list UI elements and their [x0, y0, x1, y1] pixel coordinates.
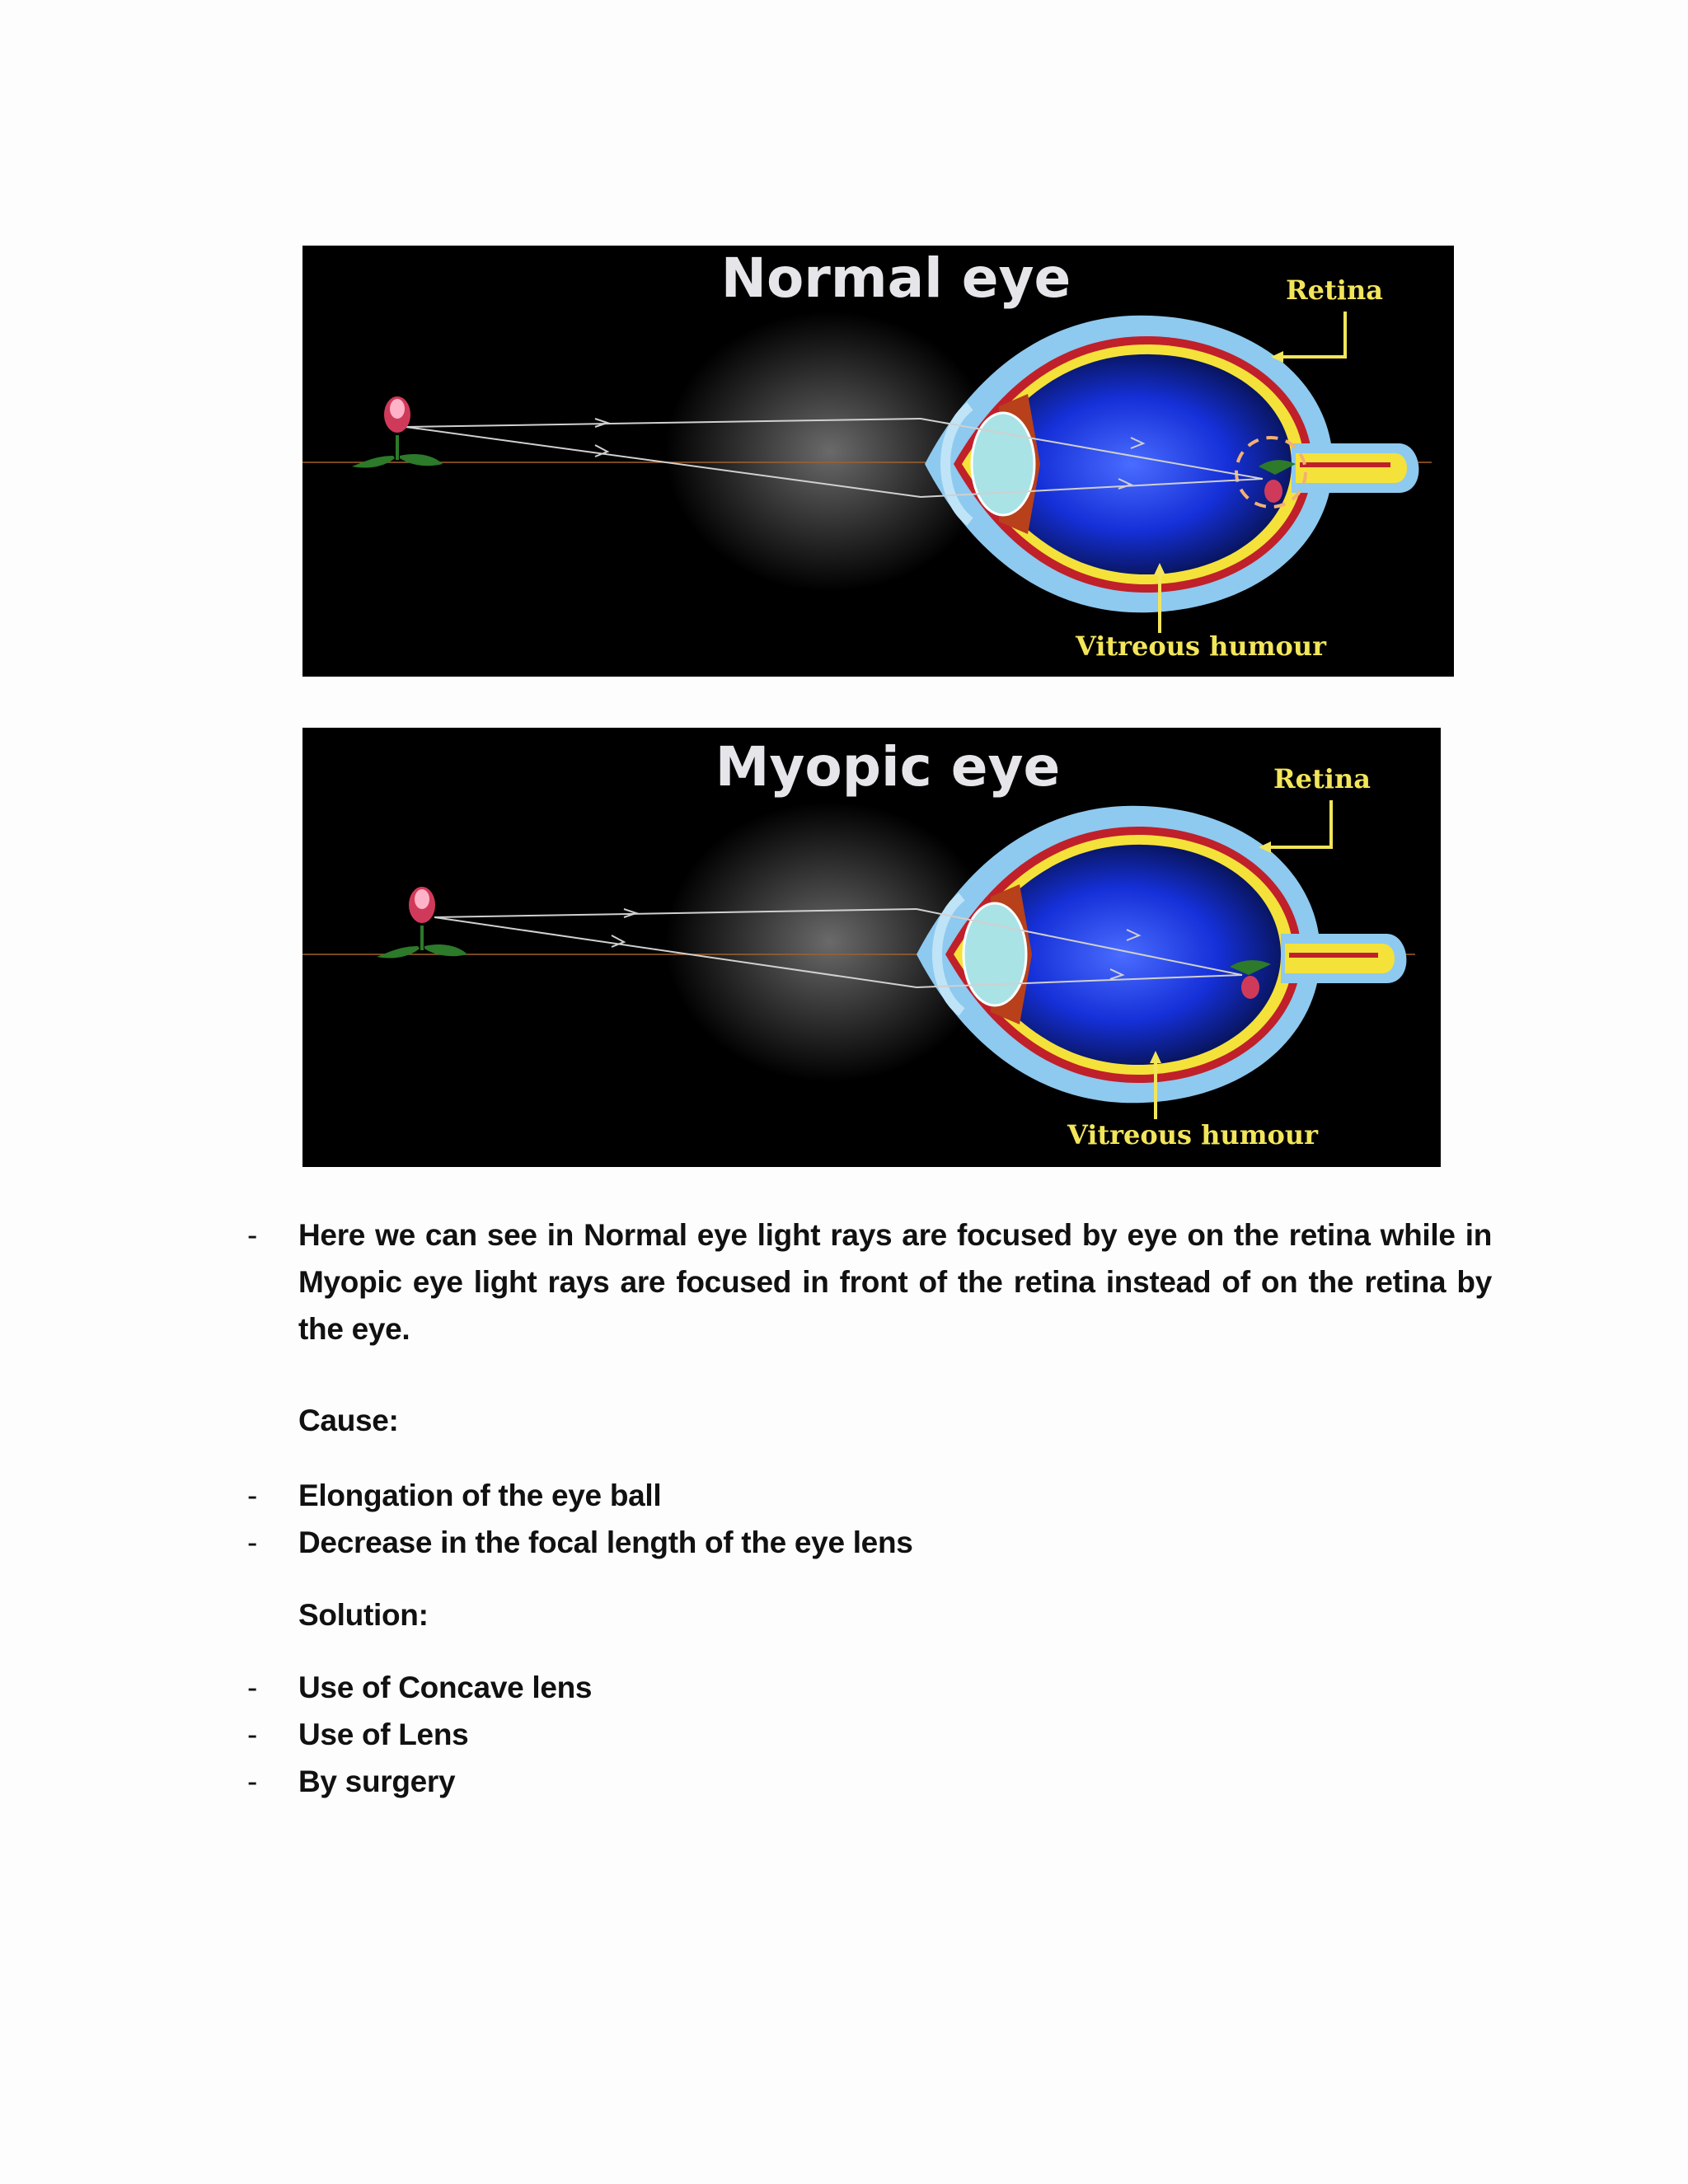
- eyeball: [917, 806, 1406, 1104]
- cause-item: Elongation of the eye ball: [298, 1479, 662, 1512]
- normal-eye-diagram: [302, 246, 1454, 677]
- vitreous-humour-label: Vitreous humour: [1067, 1119, 1319, 1151]
- eyeball: [925, 316, 1418, 613]
- vitreous-humour-label: Vitreous humour: [1075, 630, 1327, 662]
- intro-paragraph: Here we can see in Normal eye light rays are focused by eye on the retina while in Myopic eye light rays are focused in front of the retina instead of on the retina by the eye.: [298, 1218, 1492, 1346]
- bullet-dash: -: [247, 1526, 258, 1559]
- retina-label: Retina: [1286, 274, 1383, 306]
- list-item: [247, 1664, 1492, 1711]
- flower-object-icon: [377, 887, 467, 958]
- cause-item: Decrease in the focal length of the eye lens: [298, 1526, 913, 1559]
- retina-label: Retina: [1273, 763, 1371, 794]
- explanation-text: [247, 1212, 1492, 1805]
- bullet-dash: -: [247, 1718, 258, 1751]
- solution-item: By surgery: [298, 1765, 456, 1798]
- myopic-eye-figure: [302, 728, 1441, 1167]
- list-item: [247, 1472, 1492, 1519]
- intro-item: [247, 1212, 1492, 1352]
- bullet-dash: -: [247, 1479, 258, 1512]
- cause-heading: Cause:: [298, 1404, 399, 1437]
- solution-heading: Solution:: [298, 1598, 429, 1632]
- bullet-dash: -: [247, 1218, 258, 1252]
- myopic-eye-diagram: [302, 728, 1441, 1167]
- list-item: [247, 1519, 1492, 1566]
- figure-title: Myopic eye: [715, 735, 1061, 799]
- flower-object-icon: [352, 396, 443, 468]
- bullet-dash: -: [247, 1671, 258, 1704]
- solution-item: Use of Lens: [298, 1718, 469, 1751]
- figure-title: Normal eye: [720, 246, 1071, 310]
- bullet-dash: -: [247, 1765, 258, 1798]
- list-item: [247, 1711, 1492, 1758]
- solution-item: Use of Concave lens: [298, 1671, 593, 1704]
- normal-eye-figure: [302, 246, 1454, 677]
- list-item: [247, 1758, 1492, 1805]
